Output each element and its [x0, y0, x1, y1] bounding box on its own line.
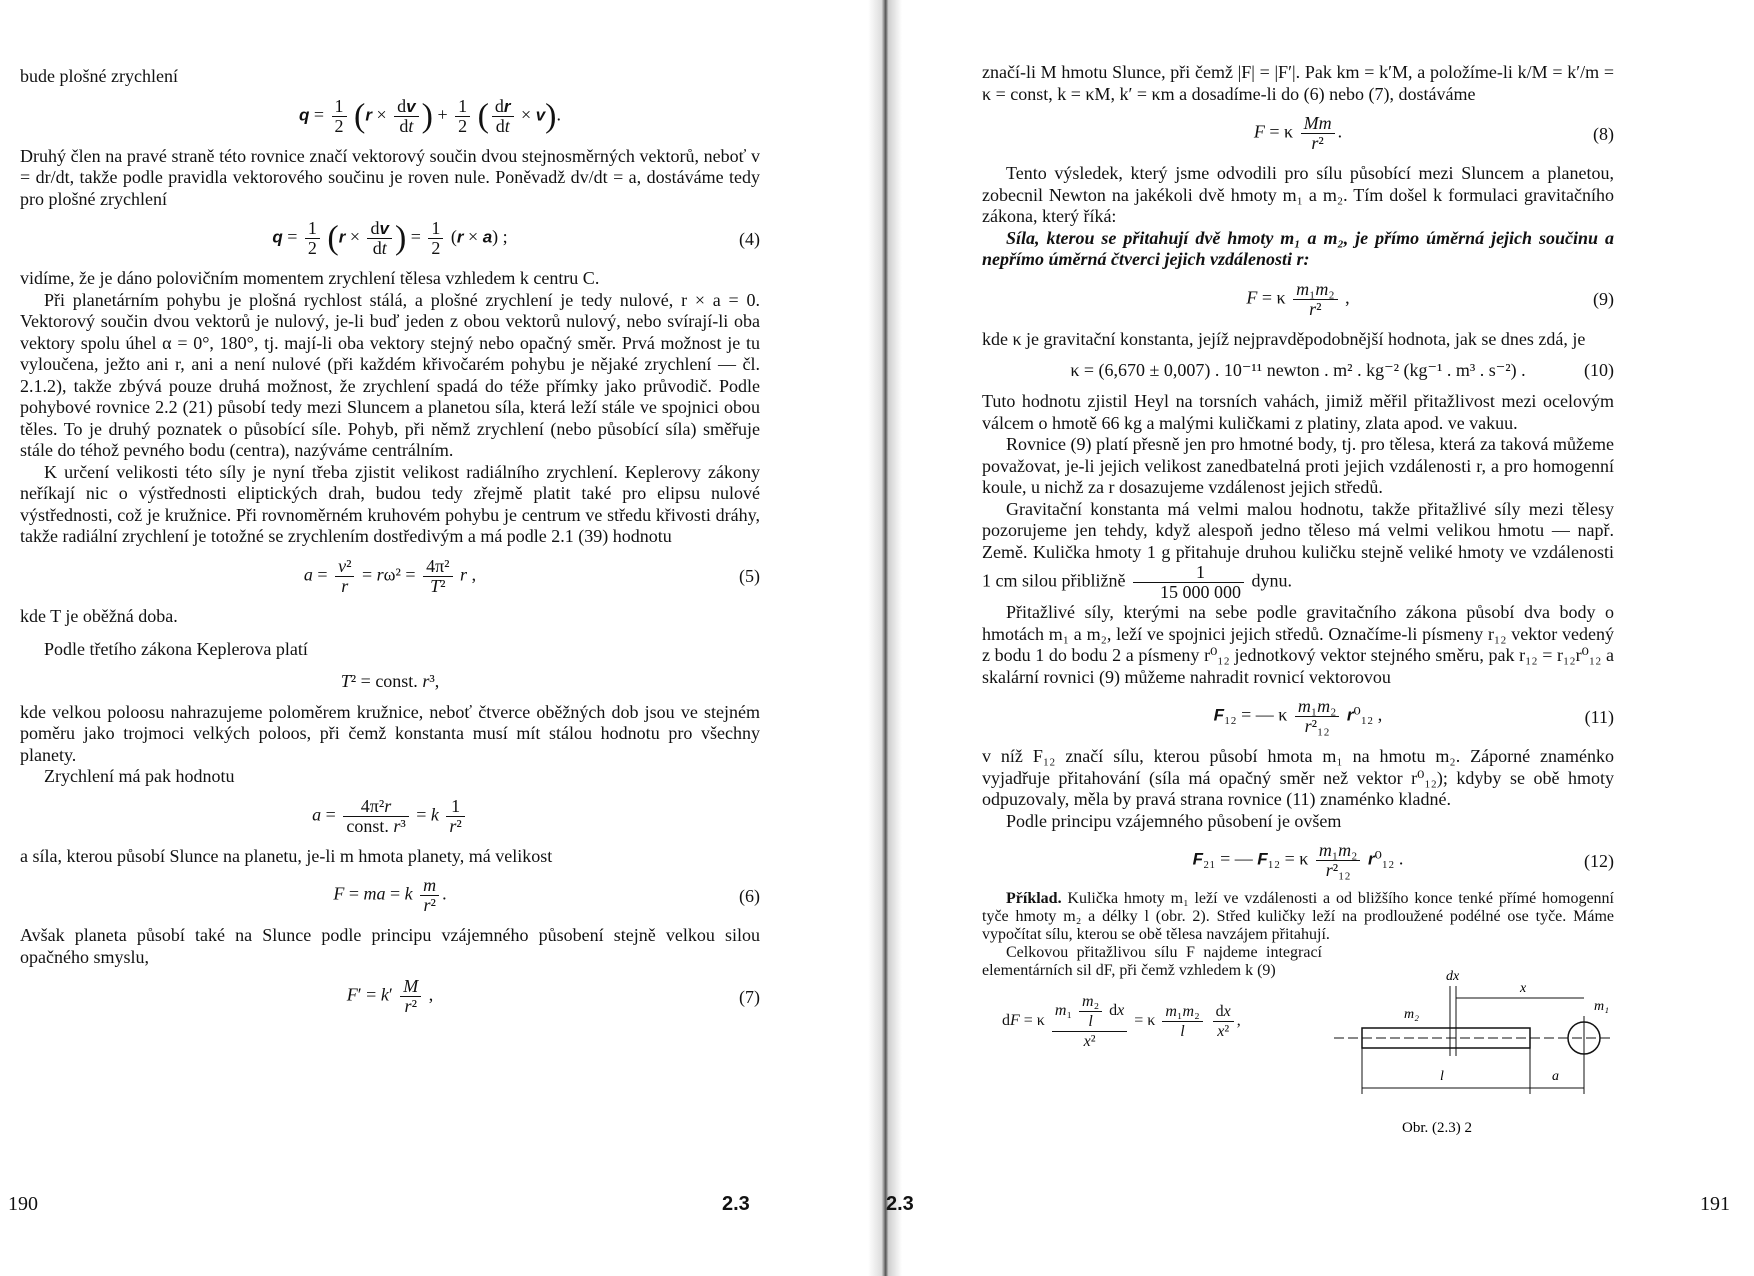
equation-7: F′ = k′ $\frac{M}{\text{r²}}$ , (7)	[346, 976, 760, 1016]
example-block	[982, 890, 1614, 1136]
paragraph: a síla, kterou působí Slunce na planetu, je-li m hmota planety, má velikost	[20, 845, 553, 866]
paragraph: bude plošné zrychlení	[20, 66, 178, 86]
section-marker: 2.3	[886, 1193, 914, 1215]
equation-number: (9)	[1593, 289, 1614, 309]
label-a: a	[1552, 1069, 1559, 1084]
paragraph: značí-li M hmotu Slunce, při čemž |F| = |F′|. Pak km = k′M, a položíme-li k/M = k′/m = κ = const, k = κM, k′ = κm a dosadíme-li do (6) nebo (7), dostáváme	[982, 62, 1614, 104]
equation-12: F₂₁ = — F₁₂ = κ $\frac{\text{m₁m₂}}{\text{r²₁₂}}$ r⁰₁₂ . (12)	[1192, 840, 1614, 880]
label-m1: m₁	[1594, 999, 1609, 1014]
example-text: Kulička hmoty m₁ leží ve vzdálenosti a od bližšího konce tenké přímé homogenní tyče hmoty m₂ a délky l (obr. 2). Střed kuličky leží na prodloužené podélné ose tyče. Máme vypočítat sílu, kterou se obě tělesa navzájem přitahují.	[982, 890, 1614, 943]
equation-q-definition: q = $\frac{1}{2}$ (r × $\frac{dv}{dt}$ ) + $\frac{1}{2}$ ( $\frac{dr}{dt}$ × v).	[298, 95, 561, 136]
paragraph: Druhý člen na pravé straně této rovnice značí vektorový součin dvou stejnosměrných vektorů, neboť v = dr/dt, takže podle pravidla vektorového součinu je roven nule. Poněvadž dv/dt = a, dostáváme tedy pro plošné zrychlení	[20, 145, 760, 209]
example-paragraph	[982, 890, 1614, 944]
equation-4: q = $\frac{1}{2}$ (r × $\frac{dv}{dt}$ ) = $\frac{1}{2}$ (r × a) ; (4)	[272, 218, 760, 258]
paragraph: Zrychlení má pak hodnotu	[44, 766, 235, 786]
paragraph-text: dynu.	[1251, 570, 1292, 591]
equation-9: F = κ $\frac{\text{m₁m₂}}{\text{r²}}$ , (9)	[1246, 278, 1614, 319]
paragraph-text: Gravitační konstanta má velmi malou hodnotu, takže přitažlivé síly mezi tělesy pozorujeme jen tehdy, když alespoň jedno těleso má velmi velikou hmotu — např. Země. Kulička hmoty 1 g přitahuje druhou kuličku stejně veliké hmoty ve vzdálenosti 1 cm silou přibližně	[982, 498, 1614, 591]
equation-number: (6)	[739, 885, 760, 906]
paragraph: Podle třetího zákona Keplerova platí	[44, 639, 308, 659]
paragraph: Rovnice (9) platí přesně jen pro hmotné body, tj. pro tělesa, která za taková můžeme považovat, je-li jejich velikost zanedbatelná proti jejich vzdálenosti r, a pro homogenní koule, u nichž za r dosazujeme vzdálenost jejich středů.	[982, 434, 1614, 497]
section-marker: 2.3	[722, 1193, 750, 1215]
paragraph: Avšak planeta působí také na Slunce podle principu vzájemného působení stejně velkou silou opačného smyslu,	[20, 925, 760, 967]
example-paragraph: Celkovou přitažlivou sílu F najdeme integrací elementárních sil dF, při čemž vzhledem k (9)	[982, 944, 1322, 979]
label-l: l	[1440, 1069, 1444, 1084]
figure-rod-and-ball	[1332, 946, 1614, 1156]
equation-number: (5)	[739, 566, 760, 586]
paragraph: kde T je oběžná doba.	[20, 605, 178, 626]
example-label: Příklad.	[1006, 890, 1062, 907]
paragraph: vidíme, že je dáno polovičním momentem zrychlení tělesa vzhledem k centru C.	[20, 268, 600, 288]
equation-10	[982, 359, 1614, 381]
equation-dF: dF = κ m₁ $\frac{\text{m₂}}{l}$ dx x² = κ $\frac{\text{m₁m₂}}{l}$ $\frac{dx}{\text{x²}}$ ,	[1002, 993, 1241, 1050]
paragraph: Tuto hodnotu zjistil Heyl na torsních vahách, jimiž měřil přitažlivost mezi ocelovým válcem o hmotě 66 kg a malými kuličkami z platiny, zlata apod. ve vakuu.	[982, 391, 1614, 433]
page-number: 191	[1700, 1193, 1730, 1215]
equation-number: (4)	[739, 228, 760, 249]
paragraph: Přitažlivé síly, kterými na sebe podle gravitačního zákona působí dva body o hmotách m₁ a m₂, leží ve spojnici jejich středů. Označíme-li písmeny r₁₂ vektor vedený z bodu 1 do bodu 2 a písmeny r⁰₁₂ jednotkový vektor stejného směru, pak r₁₂ = r₁₂r⁰₁₂ a skalární rovnici (9) můžeme nahradit rovnicí vektorovou	[982, 602, 1614, 687]
equation-6: F = ma = k $\frac{m}{\text{r²}}$ . (6)	[333, 875, 760, 915]
equation-number: (8)	[1593, 123, 1614, 144]
paragraph: kde velkou poloosu nahrazujeme poloměrem kružnice, neboť čtverce oběžných dob jsou ve stejném poměru jako trojmoci velkých poloos, při čemž konstanta musí mít stálou hodnotu pro všechny planety.	[20, 701, 760, 765]
label-m2: m₂	[1404, 1007, 1419, 1022]
equation-5: a = $\frac{\text{v²}}{r}$ = rω² = $\frac{\text{4π²}}{\text{T²}}$ r , (5)	[303, 555, 760, 596]
law-statement: Síla, kterou se přitahují dvě hmoty m₁ a m₂, je přímo úměrná jejich součinu a nepřímo úměrná čtverci jejich vzdálenosti r:	[982, 227, 1614, 269]
label-dx: dx	[1446, 969, 1460, 984]
equation-8: F = κ $\frac{Mm}{\text{r²}}$ . (8)	[1253, 113, 1614, 153]
paragraph: K určení velikosti této síly je nyní třeba zjistit velikost radiálního zrychlení. Keplerovy zákony neříkají nic o výstřednosti eliptických drah, budou tedy zřejmě platit také pro elipsu nulové výstřednosti, což je kružnice. Při rovnoměrném kruhovém pohybu je centrum ve středu křivosti dráhy, takže radiální zrychlení je totožné se zrychlením dostředivým a má podle 2.1 (39) hodnotu	[20, 461, 760, 546]
paragraph: kde κ je gravitační konstanta, jejíž nejpravděpodobnější hodnota, jak se dnes zdá, je	[982, 328, 1586, 349]
equation-body: κ = (6,670 ± 0,007) . 10⁻¹¹ newton . m² . kg⁻² (kg⁻¹ . m³ . s⁻²) .	[1070, 360, 1526, 380]
fraction-denominator: 15 000 000	[1159, 582, 1241, 602]
equation-kepler: T² = const. r³,	[340, 670, 440, 691]
paragraph: Tento výsledek, který jsme odvodili pro sílu působící mezi Sluncem a planetou, zobecnil Newton na jakékoli dvě hmoty m₁ a m₂. Tím došel k formulaci gravitačního zákona, který říká:	[982, 163, 1614, 226]
equation-number: (10)	[1584, 360, 1614, 380]
equation-number: (12)	[1584, 850, 1614, 871]
paragraph: v níž F₁₂ značí sílu, kterou působí hmota m₁ na hmotu m₂. Záporné znaménko vyjadřuje přitahování (síla má opačný směr než vektor r⁰₁₂); kdyby se obě hmoty odpuzovaly, měla by pravá strana rovnice (11) znaménko kladné.	[982, 746, 1614, 809]
equation-number: (7)	[739, 986, 760, 1007]
right-page	[878, 0, 1754, 1276]
equation-acceleration: a = $\frac{\text{4π²r}}{\text{const. r³}}$ = k $\frac{1}{\text{r²}}$	[20, 797, 760, 836]
equation-11: F₁₂ = — κ $\frac{\text{m₁m₂}}{\text{r²₁₂}}$ r⁰₁₂ , (11)	[1213, 696, 1614, 736]
page-number: 190	[8, 1193, 38, 1215]
label-x: x	[1520, 981, 1527, 996]
paragraph: Při planetárním pohybu je plošná rychlost stálá, a plošné zrychlení je tedy nulové, r × a = 0. Vektorový součin dvou vektorů je nulový, je-li buď jeden z obou vektorů nulový, nebo svírají-li oba vektory spolu úhel α = 0°, 180°, tj. mají-li oba vektory stejný nebo opačný směr. Prvá možnost je tu vyloučena, ježto ani r, ani a není nulové (při každém křivočarém pohybu je nějaké zrychlení — čl. 2.1.2), takže zbývá pouze druhá možnost, že zrychlení spadá do téže přímky jako průvodič. Podle pohybové rovnice 2.2 (21) působí tedy mezi Sluncem a planetou síla, která leží stále ve spojnici obou těles. To je druhý poznatek o působící síle. Pohyb, při němž zrychlení (nebo působící síla) směřuje stále do téhož pevného bodu (centra), nazýváme centrálním.	[20, 289, 760, 460]
paragraph: Gravitační konstanta má velmi malou hodnotu, takže přitažlivé síly mezi tělesy pozorujeme jen tehdy, když alespoň jedno těleso má velmi velikou hmotu — např. Země. Kulička hmoty 1 g přitahuje druhou kuličku stejně veliké hmoty ve vzdálenosti 1 cm silou přibližně $\frac{1}{15 000 000}$ dynu.	[982, 498, 1614, 602]
equation-number: (11)	[1584, 706, 1614, 727]
paragraph: Podle principu vzájemného působení je ovšem	[1006, 810, 1342, 831]
figure-caption: Obr. (2.3) 2	[1402, 1120, 1472, 1136]
